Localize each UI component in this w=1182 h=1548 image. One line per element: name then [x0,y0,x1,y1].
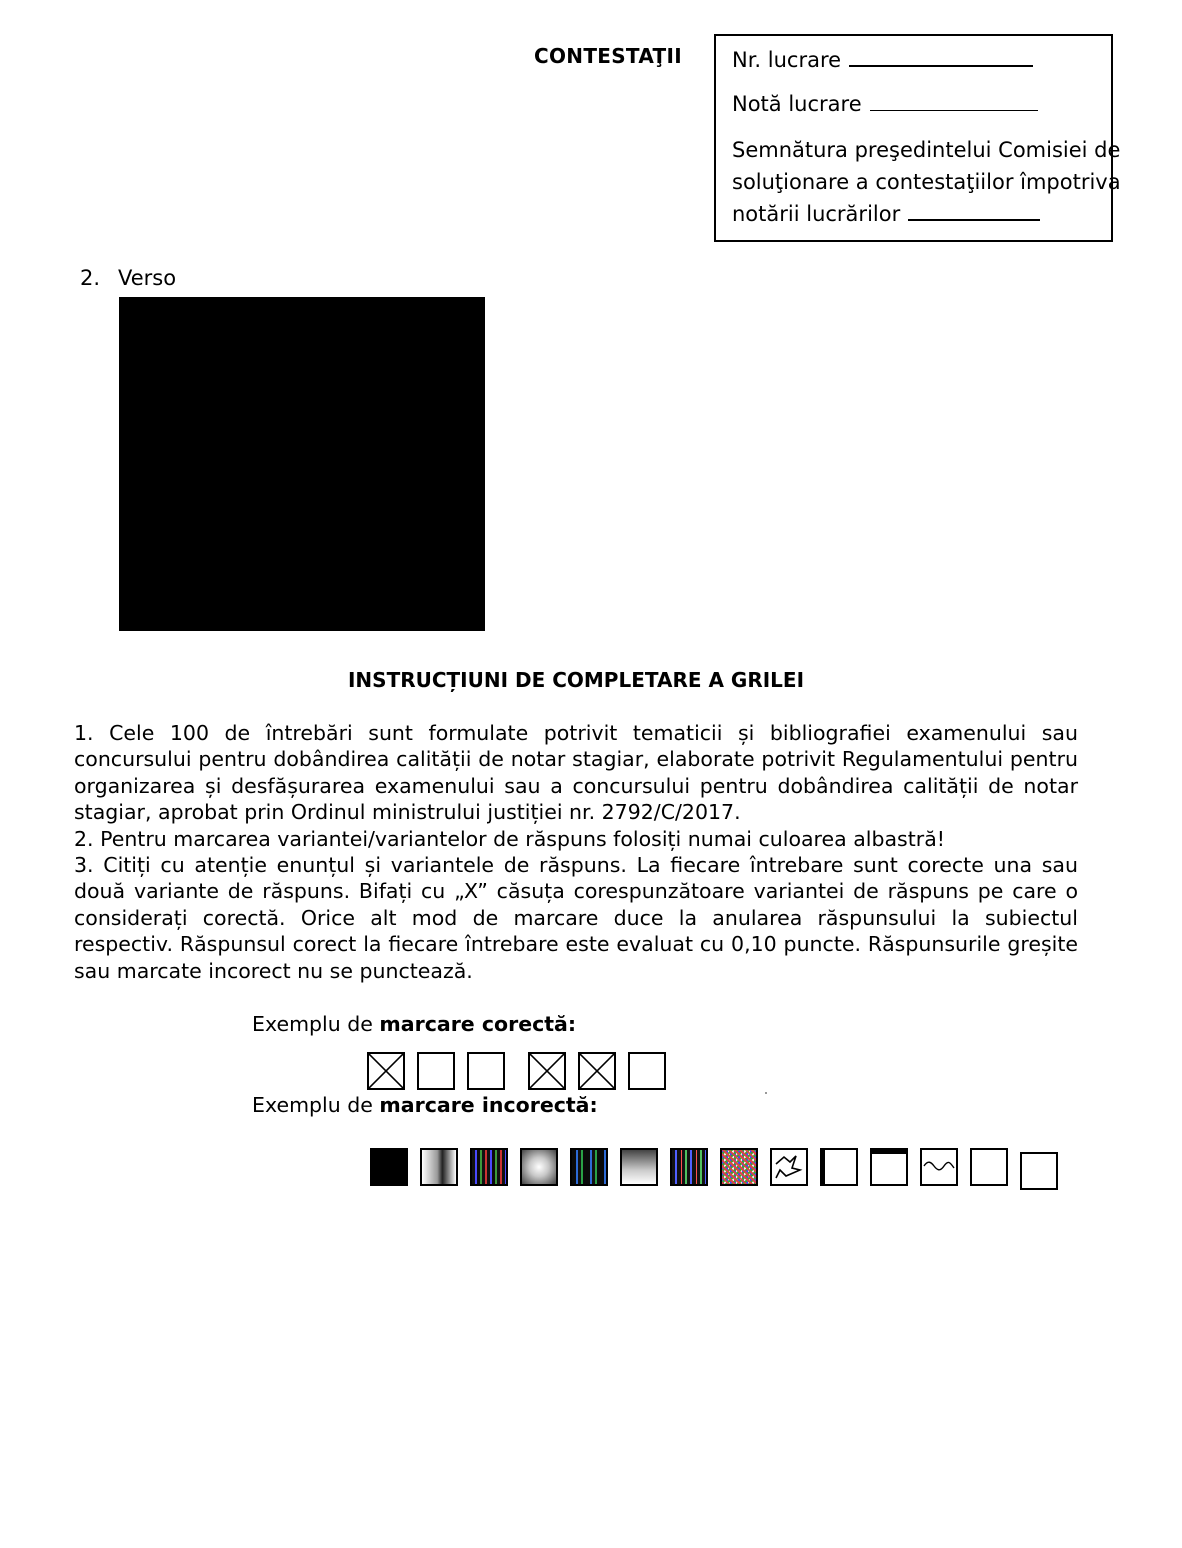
redacted-area [119,297,485,631]
incorrect-mark-stripes[interactable] [470,1148,508,1186]
semnatura-line-1: Semnătura preşedintelui Comisiei de [732,138,1121,162]
instructions-title: INSTRUCȚIUNI DE COMPLETARE A GRILEI [347,668,805,692]
checkbox-marked[interactable] [367,1052,405,1090]
incorrect-example-bold: marcare incorectă: [379,1093,598,1117]
x-mark-icon [580,1054,614,1088]
verso-heading [80,266,176,290]
correct-example-bold: marcare corectă: [379,1012,577,1036]
incorrect-mark-shaded[interactable] [520,1148,558,1186]
verso-number: 2. [80,266,101,290]
semnatura-blank[interactable] [908,203,1040,221]
nr-lucrare-row [732,46,1097,90]
incorrect-mark-gradient[interactable] [620,1148,658,1186]
incorrect-mark-filled[interactable] [370,1148,408,1186]
incorrect-mark-pattern[interactable] [720,1148,758,1186]
contestatii-title: CONTESTAŢII [534,44,682,68]
semnatura-row [732,198,1097,230]
nr-lucrare-blank[interactable] [849,49,1033,67]
incorrect-mark-scribble[interactable] [770,1148,808,1186]
verso-label: Verso [118,266,177,290]
correct-example-label [252,1012,576,1036]
checkbox-empty[interactable] [628,1052,666,1090]
incorrect-mark-wave[interactable] [920,1148,958,1186]
checkbox-empty[interactable] [467,1052,505,1090]
incorrect-example-prefix: Exemplu de [252,1093,380,1117]
checkbox-empty[interactable] [417,1052,455,1090]
incorrect-mark-stripes[interactable] [570,1148,608,1186]
incorrect-mark-stripes[interactable] [670,1148,708,1186]
incorrect-mark-gradient[interactable] [420,1148,458,1186]
incorrect-mark-thick-border[interactable] [820,1148,858,1186]
incorrect-example-label [252,1093,598,1117]
correct-marking-row [367,1052,678,1090]
correct-example-prefix: Exemplu de [252,1012,380,1036]
nota-lucrare-blank[interactable] [870,94,1038,111]
incorrect-mark-thick-border[interactable] [870,1148,908,1186]
instruction-paragraph-3: 3. Citiți cu atenție enunțul și variantele de răspuns. La fiecare întrebare sunt corecte una sau două variante de răspuns. Bifați cu „X” căsuța corespunzătoare variantei de răspuns pe care o considerați corectă. Orice alt mod de marcare duce la anularea răspunsului la subiectul respectiv. Răspunsul corect la fiecare întrebare este evaluat cu 0,10 puncte. Răspunsurile greșite sau marcate incorect nu se punctează. [74,853,1078,983]
instruction-paragraph-1: 1. Cele 100 de întrebări sunt formulate potrivit tematicii și bibliografiei examenului sau concursului pentru dobândirea calității de notar stagiar, elaborate potrivit Regulamentului pentru organizarea și desfășurarea examenului sau a concursului pentru dobândirea calității de notar stagiar, aprobat prin Ordinul ministrului justiției nr. 2792/C/2017. [74,721,1078,825]
checkbox-empty[interactable] [1020,1152,1058,1190]
instruction-paragraph-2: 2. Pentru marcarea variantei/variantelor de răspuns folosiți numai culoarea albastră! [74,826,945,851]
incorrect-marking-row [370,1148,1070,1190]
checkbox-marked[interactable] [528,1052,566,1090]
checkbox-marked[interactable] [578,1052,616,1090]
scribble-icon [772,1150,806,1184]
x-mark-icon [369,1054,403,1088]
semnatura-line-2: soluţionare a contestaţiilor împotriva [732,170,1121,194]
x-mark-icon [530,1054,564,1088]
instructions-body [74,720,1078,984]
nr-lucrare-label: Nr. lucrare [732,48,842,72]
contestatii-box [714,34,1121,242]
stray-dot [765,1092,767,1094]
nota-lucrare-label: Notă lucrare [732,92,862,116]
semnatura-line-3: notării lucrărilor [732,202,901,226]
wave-icon [922,1150,956,1184]
nota-lucrare-row [732,90,1097,134]
checkbox-empty[interactable] [970,1148,1008,1186]
